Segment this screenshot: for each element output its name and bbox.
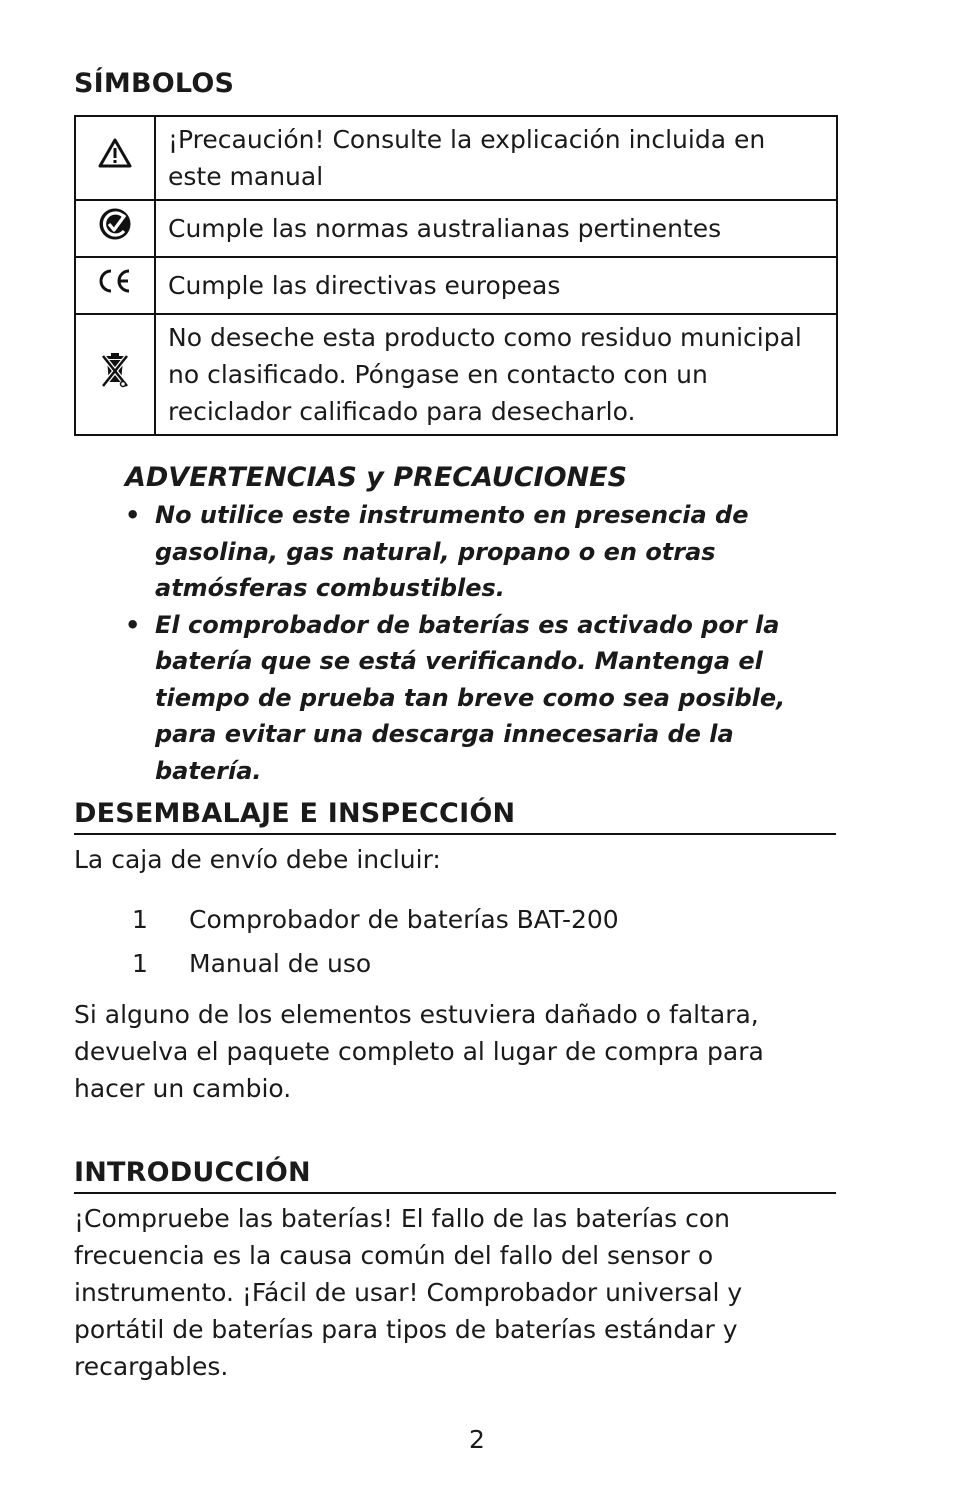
- list-item: [74, 942, 838, 986]
- weee-crossed-bin-icon: [100, 350, 130, 390]
- unpacking-section: [74, 798, 838, 1107]
- warnings-heading: ADVERTENCIAS y PRECAUCIONES: [125, 462, 628, 493]
- list-item: [74, 898, 838, 942]
- package-contents-list: [74, 898, 838, 986]
- warning-item: [125, 497, 845, 607]
- symbol-description: Cumple las directivas europeas: [155, 257, 837, 314]
- warning-item: [125, 607, 845, 790]
- bullet: •: [125, 501, 141, 529]
- unpacking-note: Si alguno de los elementos estuviera dañado o faltara, devuelva el paquete completo al lugar de compra para hacer un cambio.: [74, 1000, 764, 1103]
- unpacking-intro: La caja de envío debe incluir:: [74, 845, 441, 874]
- symbols-table: [74, 115, 838, 436]
- introduction-heading: INTRODUCCIÓN: [74, 1157, 836, 1194]
- warnings-section: [125, 462, 845, 789]
- introduction-text: ¡Compruebe las baterías! El fallo de las baterías con frecuencia es la causa común del fallo del sensor o instrumento. ¡Fácil de usar! Comprobador universal y portátil de baterías para tipos de baterías estándar y recargables.: [74, 1204, 743, 1381]
- symbol-description: ¡Precaución! Consulte la explicación incluida en este manual: [155, 116, 837, 200]
- warnings-list: [125, 497, 845, 789]
- symbols-heading: SÍMBOLOS: [74, 68, 235, 99]
- item-quantity: 1: [132, 949, 148, 978]
- symbol-row: [75, 257, 837, 314]
- symbol-row: [75, 200, 837, 257]
- symbol-row: [75, 314, 837, 435]
- warning-text: No utilice este instrumento en presencia de gasolina, gas natural, propano o en otras atmósferas combustibles.: [155, 501, 749, 602]
- item-quantity: 1: [132, 905, 148, 934]
- item-description: Comprobador de baterías BAT-200: [189, 905, 619, 934]
- ctick-mark-icon: [98, 207, 132, 241]
- item-description: Manual de uso: [189, 949, 372, 978]
- unpacking-heading: DESEMBALAJE E INSPECCIÓN: [74, 798, 836, 835]
- introduction-section: [74, 1157, 838, 1385]
- ce-mark-icon: [96, 267, 134, 295]
- page-number: 2: [469, 1425, 485, 1454]
- symbol-description: No deseche esta producto como residuo municipal no clasificado. Póngase en contacto con un reciclador calificado para desecharlo.: [155, 314, 837, 435]
- symbol-row: [75, 116, 837, 200]
- caution-triangle-icon: [98, 138, 132, 168]
- bullet: •: [125, 610, 141, 639]
- warning-text: El comprobador de baterías es activado por la batería que se está verificando. Mantenga el tiempo de prueba tan breve como sea posible, para evitar una descarga innecesaria de la batería.: [155, 610, 786, 785]
- symbol-description: Cumple las normas australianas pertinentes: [155, 200, 837, 257]
